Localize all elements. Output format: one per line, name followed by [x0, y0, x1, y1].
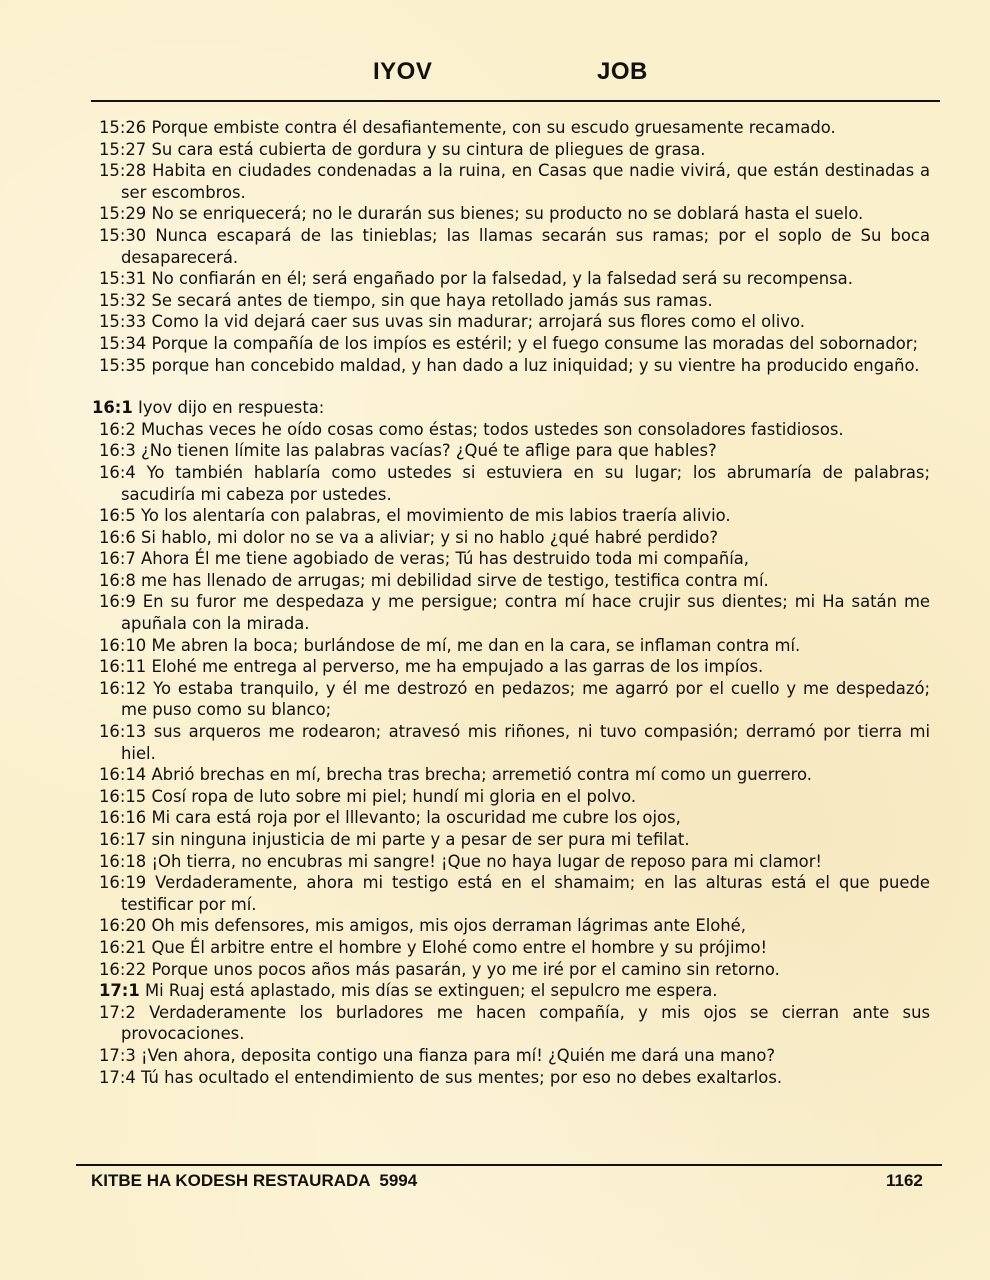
- verse: 16:21 Que Él arbitre entre el hombre y Elohé como entre el hombre y su prójimo!: [99, 937, 768, 957]
- verse: 16:16 Mi cara está roja por el lllevanto; la oscuridad me cubre los ojos,: [99, 808, 681, 828]
- verse: 16:15 Cosí ropa de luto sobre mi piel; hundí mi gloria en el polvo.: [99, 786, 637, 806]
- verse: 15:34 Porque la compañía de los impíos es estéril; y el fuego consume las moradas del sobornador;: [99, 333, 919, 353]
- verse: 16:13 sus arqueros me rodearon; atravesó mis riñones, ni tuvo compasión; derramó por tierra mi hiel.: [99, 722, 931, 763]
- verse: 15:32 Se secará antes de tiempo, sin que haya retollado jamás sus ramas.: [99, 290, 713, 310]
- footer-divider: [76, 1164, 942, 1166]
- verse: 16:17 sin ninguna injusticia de mi parte y a pesar de ser pura mi tefilat.: [99, 830, 690, 849]
- verse: 16:18 ¡Oh tierra, no encubras mi sangre! ¡Que no haya lugar de reposo para mi clamor!: [99, 851, 823, 871]
- verse: 16:20 Oh mis defensores, mis amigos, mis ojos derraman lágrimas ante Elohé,: [99, 916, 746, 936]
- verse: 16:8 me has llenado de arrugas; mi debilidad sirve de testigo, testifica contra mí.: [99, 570, 769, 590]
- verse: 16:2 Muchas veces he oído cosas como éstas; todos ustedes son consoladores fastidiosos.: [99, 419, 844, 439]
- verse: 15:26 Porque embiste contra él desafiantemente, con su escudo gruesamente recamado.: [99, 118, 836, 137]
- verse: 17:2 Verdaderamente los burladores me hacen compañía, y mis ojos se cierran ante sus provocaciones.: [99, 1002, 930, 1044]
- verse: 15:35 porque han concebido maldad, y han dado a luz iniquidad; y su vientre ha producido engaño.: [99, 355, 920, 375]
- header-divider: [91, 100, 940, 102]
- verse: 17:4 Tú has ocultado el entendimiento de sus mentes; por eso no debes exaltarlos.: [99, 1067, 783, 1087]
- header-book-spanish: JOB: [597, 58, 648, 85]
- header-book-hebrew: IYOV: [373, 58, 433, 85]
- verse: 16:9 En su furor me despedaza y me persigue; contra mí hace crujir sus dientes; mi Ha satán me apuñala con la mirada.: [99, 592, 930, 634]
- verse: 17:3 ¡Ven ahora, deposita contigo una fianza para mí! ¿Quién me dará una mano?: [99, 1045, 776, 1065]
- page-number: 1162: [886, 1171, 923, 1190]
- chapter-start-verse: 17:1 Mi Ruaj está aplastado, mis días se extinguen; el sepulcro me espera.: [99, 981, 718, 1001]
- verse: 15:30 Nunca escapará de las tinieblas; las llamas secarán sus ramas; por el soplo de Su boca desaparecerá.: [99, 225, 930, 267]
- verse: 16:14 Abrió brechas en mí, brecha tras brecha; arremetió contra mí como un guerrero.: [99, 765, 812, 785]
- verse: 16:11 Elohé me entrega al perverso, me ha empujado a las garras de los impíos.: [99, 657, 764, 677]
- verse: 15:31 No confiarán en él; será engañado por la falsedad, y la falsedad será su recompensa.: [99, 269, 853, 289]
- verse: 16:6 Si hablo, mi dolor no se va a aliviar; y si no hablo ¿qué habré perdido?: [99, 527, 719, 547]
- verse: 15:33 Como la vid dejará caer sus uvas sin madurar; arrojará sus flores como el olivo.: [99, 312, 805, 332]
- verse: 16:19 Verdaderamente, ahora mi testigo está en el shamaim; en las alturas está el que puede testificar por mí.: [99, 873, 930, 914]
- verse-list: [92, 117, 930, 1088]
- verse: 15:27 Su cara está cubierta de gordura y su cintura de pliegues de grasa.: [99, 139, 706, 159]
- verse: 15:29 No se enriquecerá; no le durarán sus bienes; su producto no se doblará hasta el suelo.: [99, 204, 864, 224]
- verse: 16:22 Porque unos pocos años más pasarán, y yo me iré por el camino sin retorno.: [99, 959, 780, 979]
- verse: 16:12 Yo estaba tranquilo, y él me destrozó en pedazos; me agarró por el cuello y me despedazó; me puso como su blanco;: [99, 678, 930, 720]
- verse: 15:28 Habita en ciudades condenadas a la ruina, en Casas que nadie vivirá, que están destinadas a ser escombros.: [99, 161, 930, 202]
- chapter-start-verse: 16:1 Iyov dijo en respuesta:: [92, 398, 325, 418]
- verse: 16:5 Yo los alentaría con palabras, el movimiento de mis labios traería alivio.: [99, 506, 731, 526]
- verse: 16:7 Ahora Él me tiene agobiado de veras; Tú has destruido toda mi compañía,: [99, 549, 750, 569]
- footer-title: KITBE HA KODESH RESTAURADA 5994: [91, 1171, 418, 1190]
- verse: 16:4 Yo también hablaría como ustedes si estuviera en su lugar; los abrumaría de palabras; sacudiría mi cabeza por ustedes.: [99, 462, 930, 504]
- page-header: [0, 58, 990, 90]
- verse: 16:3 ¿No tienen límite las palabras vacías? ¿Qué te aflige para que hables?: [99, 441, 717, 461]
- verse: 16:10 Me abren la boca; burlándose de mí, me dan en la cara, se inflaman contra mí.: [99, 635, 801, 655]
